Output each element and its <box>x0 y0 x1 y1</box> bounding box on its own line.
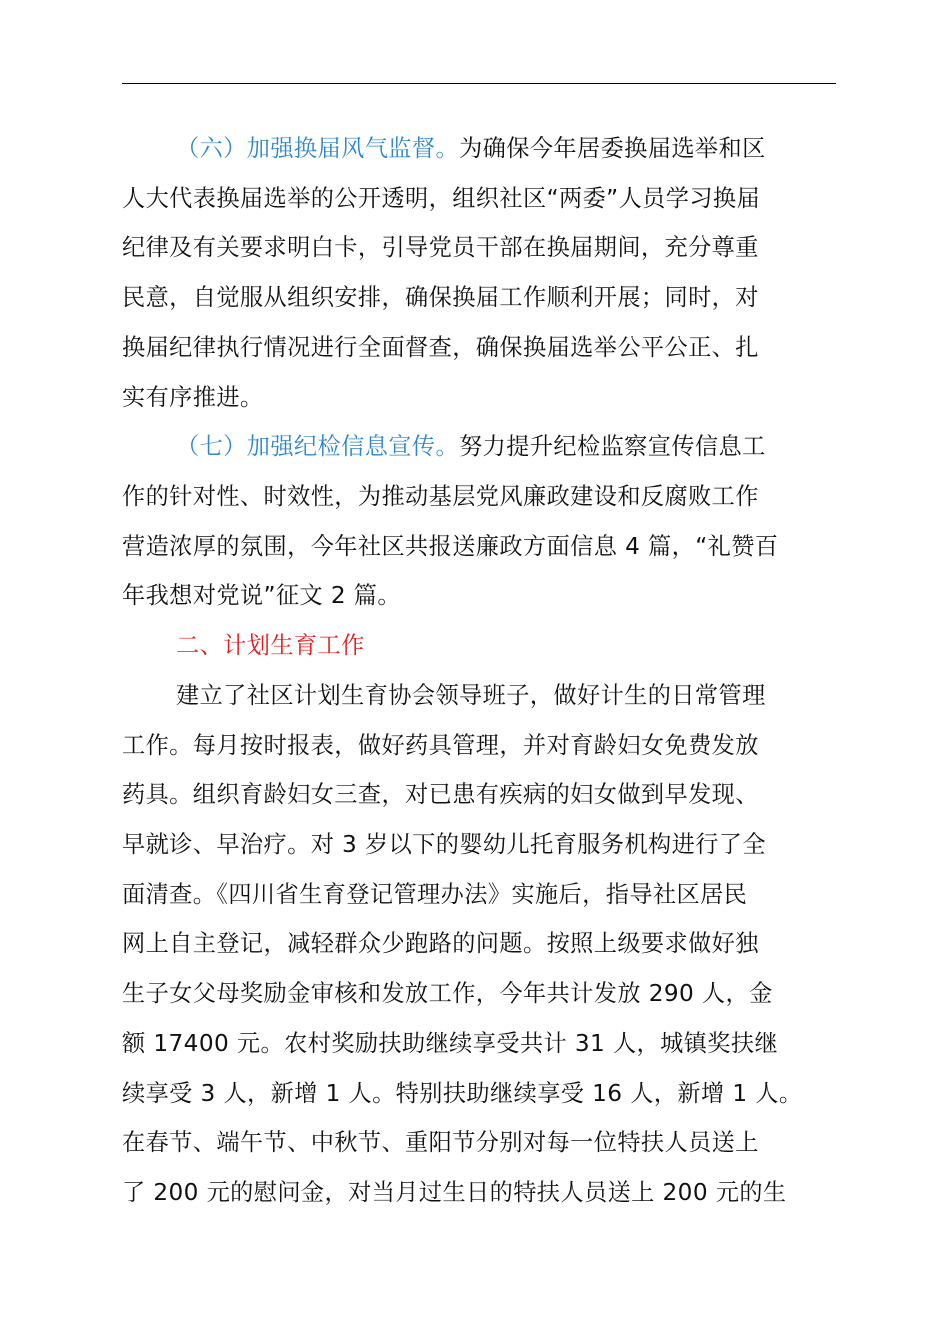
paragraph-fp-line-5: 面清查。《四川省生育登记管理办法》实施后，指导社区居民 <box>122 881 748 908</box>
paragraph-fp-line-11: 了 200 元的慰问金，对当月过生日的特扶人员送上 200 元的生 <box>122 1179 787 1206</box>
paragraph-six-line-4: 民意，自觉服从组织安排，确保换届工作顺利开展；同时，对 <box>122 284 759 311</box>
paragraph-seven-line-3: 营造浓厚的氛围，今年社区共报送廉政方面信息 4 篇，“礼赞百 <box>122 533 779 560</box>
paragraph-six-line-5: 换届纪律执行情况进行全面督查，确保换届选举公平公正、扎 <box>122 334 759 361</box>
paragraph-text: 为确保今年居委换届选举和区 <box>459 135 766 162</box>
paragraph-fp-line-9: 续享受 3 人，新增 1 人。特别扶助继续享受 16 人，新增 1 人。 <box>122 1080 803 1107</box>
paragraph-fp-line-4: 早就诊、早治疗。对 3 岁以下的婴幼儿托育服务机构进行了全 <box>122 831 766 858</box>
paragraph-six-line-2: 人大代表换届选举的公开透明，组织社区“两委”人员学习换届 <box>122 185 761 212</box>
paragraph-fp-line-7: 生子女父母奖励金审核和发放工作，今年共计发放 290 人，金 <box>122 980 773 1007</box>
paragraph-seven-line-1 <box>176 422 838 472</box>
header-rule <box>122 83 836 84</box>
paragraph-fp-line-3: 药具。组织育龄妇女三查，对已患有疾病的妇女做到早发现、 <box>122 781 759 808</box>
paragraph-seven-line-2: 作的针对性、时效性，为推动基层党风廉政建设和反腐败工作 <box>122 483 759 510</box>
paragraph-fp-line-1: 建立了社区计划生育协会领导班子，做好计生的日常管理 <box>176 682 766 709</box>
paragraph-six-line-3: 纪律及有关要求明白卡，引导党员干部在换届期间，充分尊重 <box>122 234 759 261</box>
paragraph-six-line-6: 实有序推进。 <box>122 384 264 411</box>
paragraph-fp-line-6: 网上自主登记，减轻群众少跑路的问题。按照上级要求做好独 <box>122 930 759 957</box>
paragraph-fp-line-10: 在春节、端午节、中秋节、重阳节分别对每一位特扶人员送上 <box>122 1129 759 1156</box>
paragraph-text: 努力提升纪检监察宣传信息工 <box>459 433 766 460</box>
paragraph-seven-line-4: 年我想对党说”征文 2 篇。 <box>122 582 401 609</box>
paragraph-fp-line-8: 额 17400 元。农村奖励扶助继续享受共计 31 人，城镇奖扶继 <box>122 1030 779 1057</box>
section-six-heading: （六）加强换届风气监督。 <box>176 135 460 162</box>
section-seven-heading: （七）加强纪检信息宣传。 <box>176 433 460 460</box>
paragraph-six-line-1 <box>176 124 838 174</box>
section-two-heading: 二、计划生育工作 <box>176 632 365 659</box>
paragraph-fp-line-2: 工作。每月按时报表，做好药具管理，并对育龄妇女免费发放 <box>122 732 759 759</box>
